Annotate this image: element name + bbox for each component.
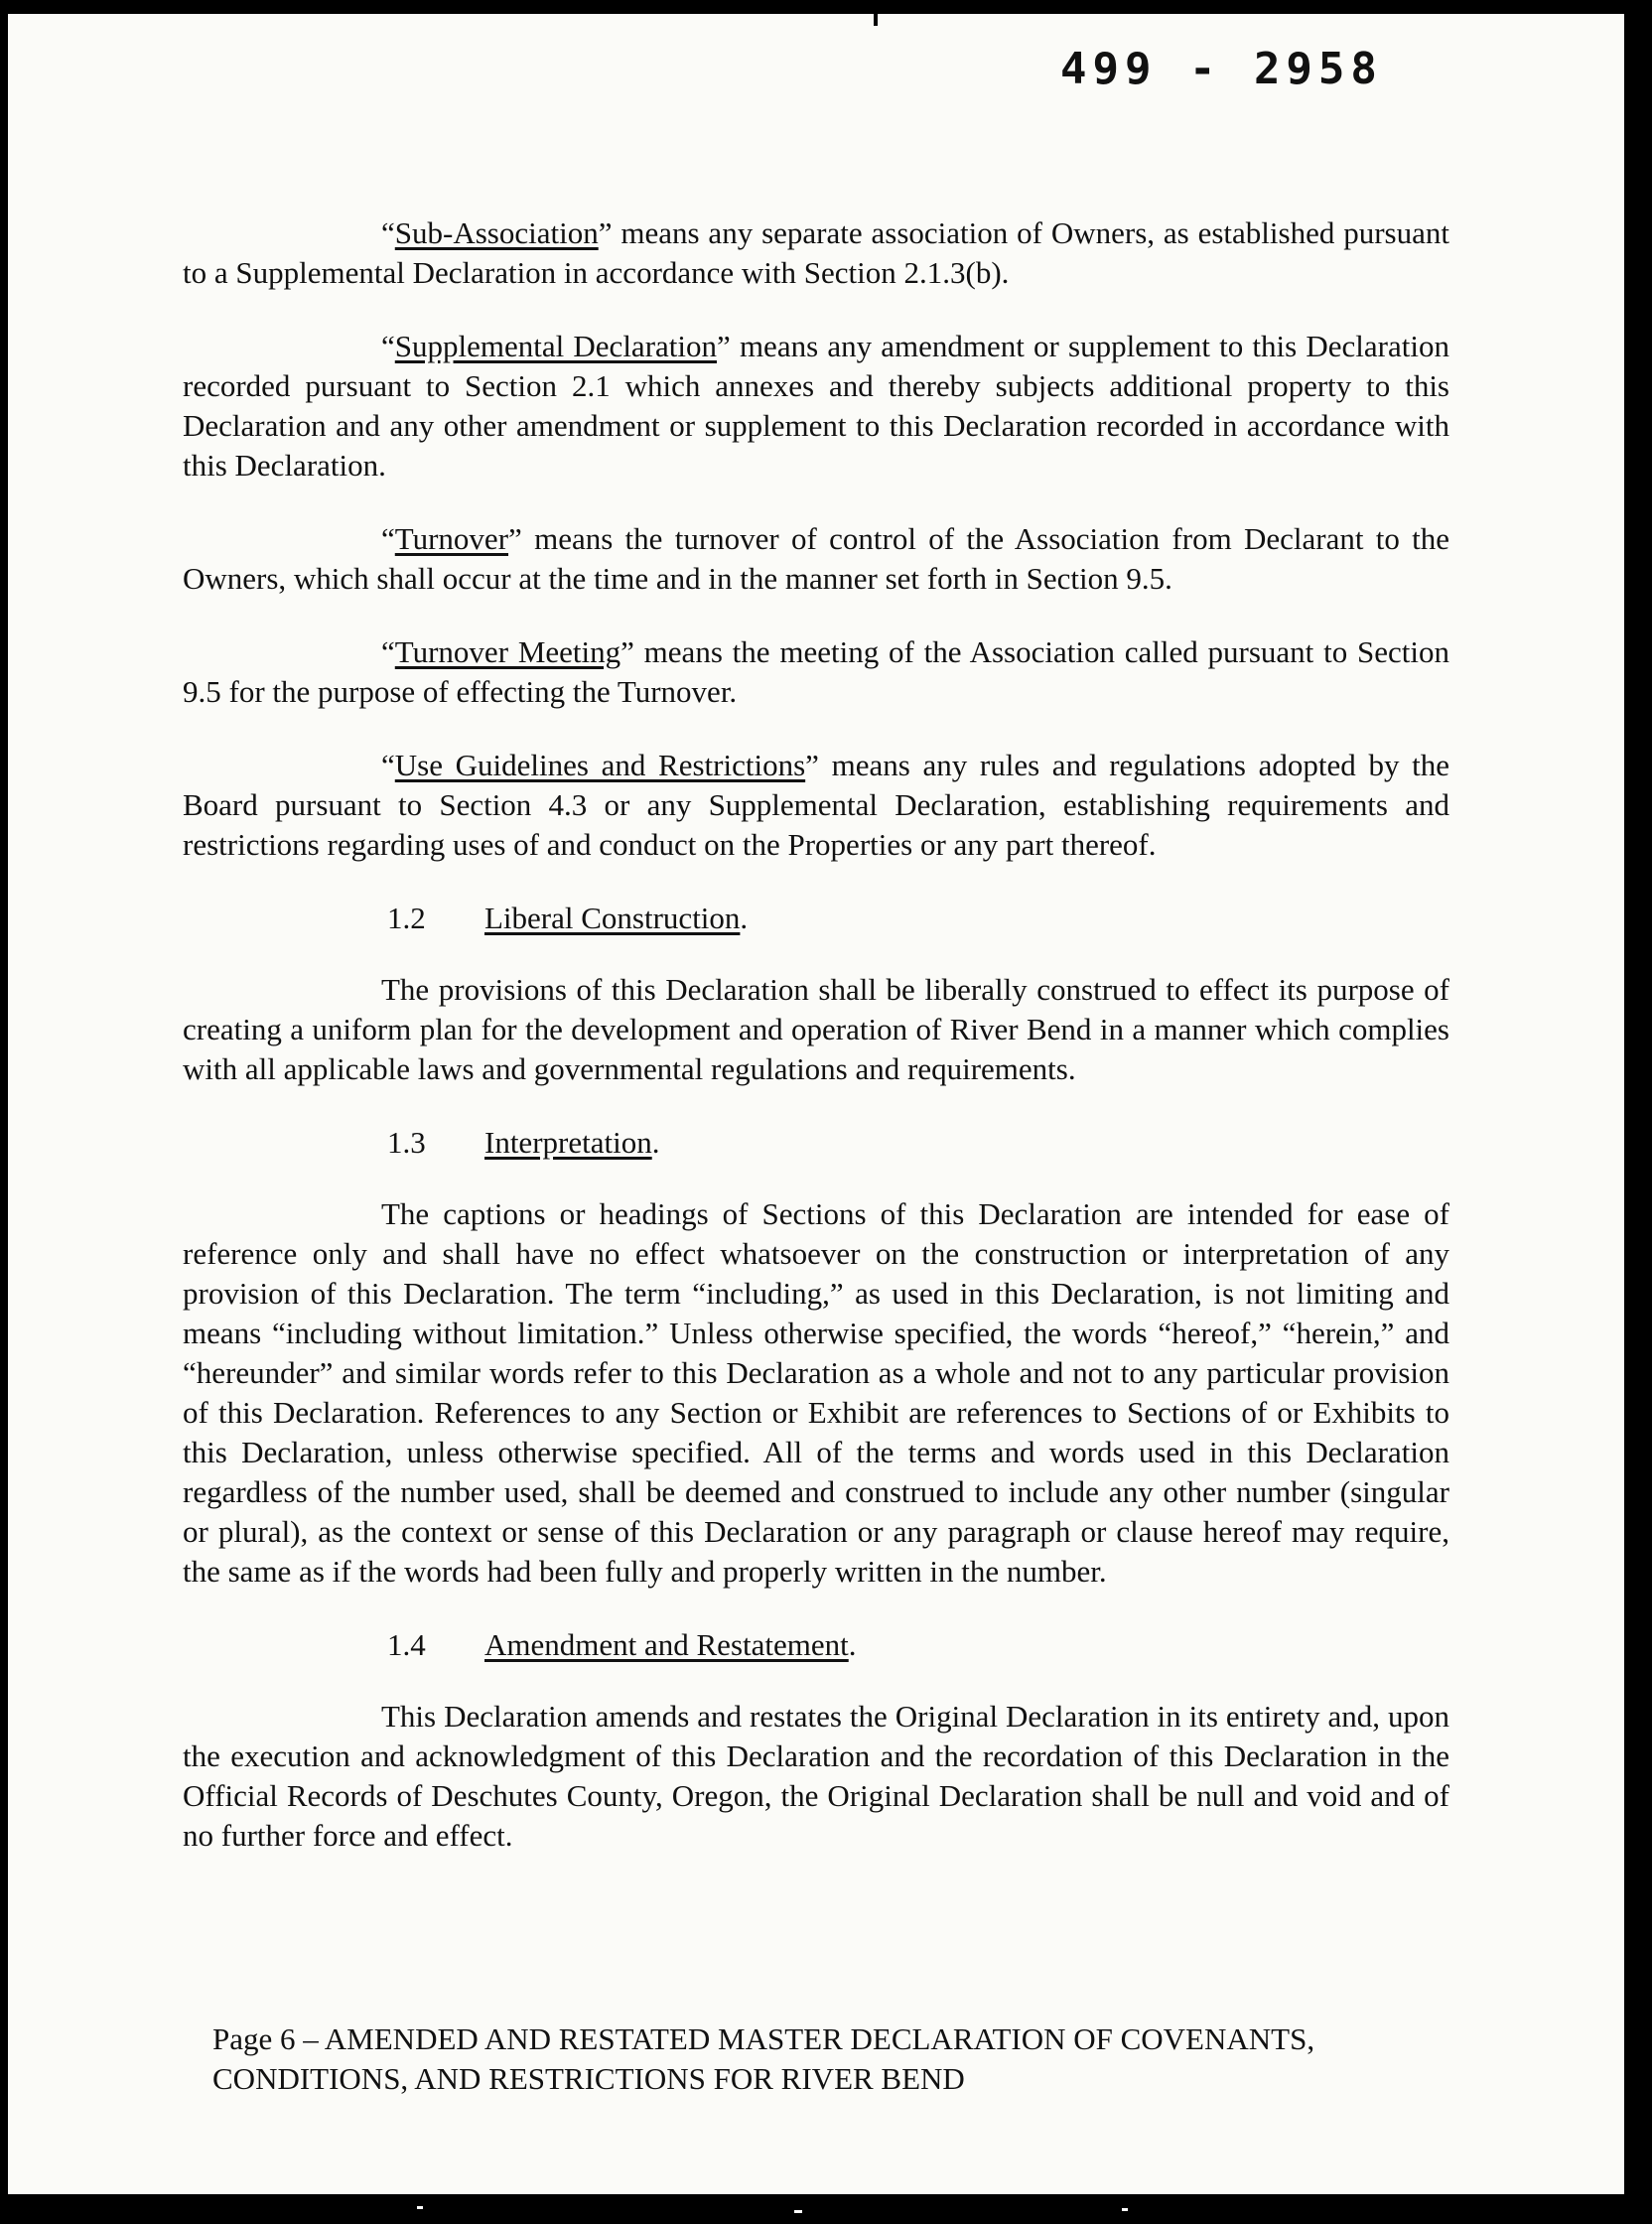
footer-line-1: Page 6 – AMENDED AND RESTATED MASTER DECLARATION OF COVENANTS,	[212, 2021, 1315, 2056]
defined-term: Turnover Meeting	[394, 634, 621, 669]
section-title: Interpretation	[484, 1125, 652, 1160]
defined-term: Turnover	[394, 521, 509, 556]
section-title: Amendment and Restatement	[484, 1627, 849, 1662]
definition-supplemental-declaration: “Supplemental Declaration” means any amendment or supplement to this Declaration recorded pursuant to Section 2.1 which annexes and thereby subjects additional property to this Declaration and any other amendment or supplement to this Declaration recorded in accordance with this Declaration.	[183, 329, 1449, 483]
definition-turnover-meeting: “Turnover Meeting” means the meeting of the Association called pursuant to Section 9.5 for the purpose of effecting the Turnover.	[183, 634, 1449, 709]
page-footer	[212, 2019, 1463, 2099]
section-title: Liberal Construction	[484, 901, 741, 935]
section-number: 1.3	[387, 1125, 426, 1160]
document-number-stamp: 499 - 2958	[1060, 44, 1383, 94]
scan-artifact	[1624, 159, 1652, 173]
defined-term: Sub-Association	[394, 215, 599, 250]
scan-artifact	[794, 2210, 802, 2213]
section-heading-1-4: 1.4 Amendment and Restatement.	[387, 1625, 1449, 1665]
section-text-1-2: The provisions of this Declaration shall be liberally construed to effect its purpose of creating a uniform plan for the development and operation of River Bend in a manner which complies with all applicable laws and governmental regulations and requirements.	[183, 972, 1449, 1086]
defined-term: Supplemental Declaration	[394, 329, 717, 363]
definition-turnover: “Turnover” means the turnover of control of the Association from Declarant to the Owners, which shall occur at the time and in the manner set forth in Section 9.5.	[183, 521, 1449, 596]
document-body	[183, 213, 1449, 1856]
footer-line-2: CONDITIONS, AND RESTRICTIONS FOR RIVER BEND	[212, 2061, 965, 2096]
scan-artifact	[417, 2206, 423, 2209]
scan-artifact	[874, 0, 878, 26]
scan-artifact	[1122, 2208, 1128, 2211]
defined-term: Use Guidelines and Restrictions	[394, 748, 806, 782]
definition-use-guidelines: “Use Guidelines and Restrictions” means any rules and regulations adopted by the Board pursuant to Section 4.3 or any Supplemental Declaration, establishing requirements and restrictions regarding uses of and conduct on the Properties or any part thereof.	[183, 748, 1449, 862]
section-heading-1-3: 1.3 Interpretation.	[387, 1123, 1449, 1163]
definition-sub-association: “Sub-Association” means any separate association of Owners, as established pursuant to a Supplemental Declaration in accordance with Section 2.1.3(b).	[183, 215, 1449, 290]
section-text-1-4: This Declaration amends and restates the Original Declaration in its entirety and, upon the execution and acknowledgment of this Declaration and the recordation of this Declaration in the Official Records of Deschutes County, Oregon, the Original Declaration shall be null and void and of no further force and effect.	[183, 1699, 1449, 1853]
section-number: 1.2	[387, 901, 426, 935]
section-number: 1.4	[387, 1627, 426, 1662]
section-text-1-3: The captions or headings of Sections of this Declaration are intended for ease of reference only and shall have no effect whatsoever on the construction or interpretation of any provision of this Declaration. The term “including,” as used in this Declaration, is not limiting and means “including without limitation.” Unless otherwise specified, the words “hereof,” “herein,” and “hereunder” and similar words refer to this Declaration as a whole and not to any particular provision of this Declaration. References to any Section or Exhibit are references to Sections of or Exhibits to this Declaration, unless otherwise specified. All of the terms and words used in this Declaration regardless of the number used, shall be deemed and construed to include any other number (singular or plural), as the context or sense of this Declaration or any paragraph or clause hereof may require, the same as if the words had been fully and properly written in the number.	[183, 1196, 1449, 1589]
section-heading-1-2: 1.2 Liberal Construction.	[387, 899, 1449, 938]
